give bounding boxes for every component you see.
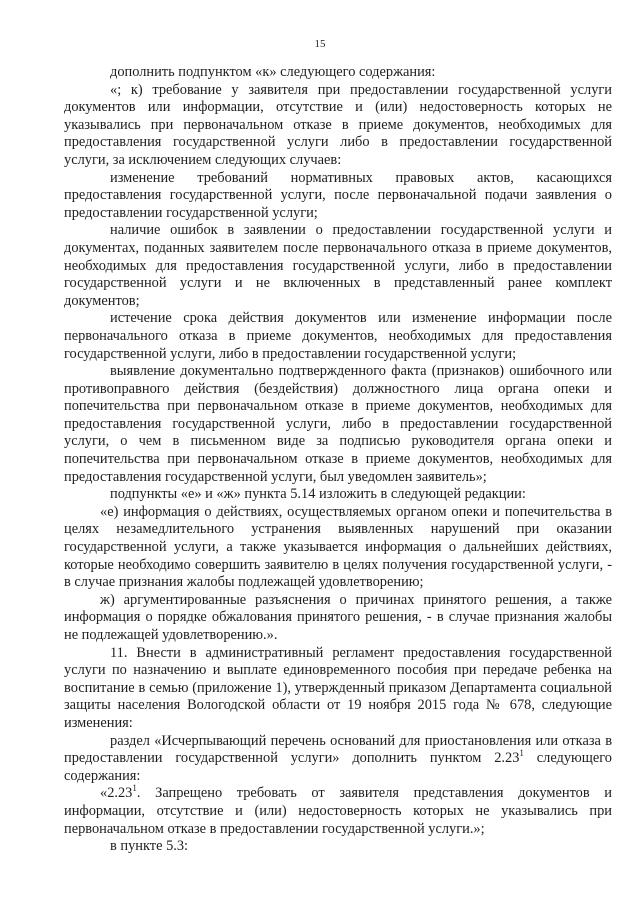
paragraph-section-amendment-tail: следующего содержания: (64, 750, 612, 784)
paragraph-case-wrongful-action: выявление документально подтвержденного факта (признаков) ошибочного или противоправного действия (бездействия) должностного лица органа опеки и попечительства при первоначальном отказе в приеме документов, необходимых для предоставления государственной услуги, либо в предоставлении государственной услуги, о чем в письменном виде за подписью руководителя органа опеки и попечительства при первоначальном отказе в приеме документов, необходимых для предоставления государственной услуги, был уведомлен заявитель»; (64, 363, 612, 485)
document-body (64, 64, 612, 856)
paragraph-item-5-3: в пункте 5.3: (110, 838, 189, 855)
paragraph-case-errors: наличие ошибок в заявлении о предоставлении государственной услуги и документах, поданных заявителем после первоначального отказа в приеме документов, необходимых для предоставления государственной услуги, либо в предоставлении государственной услуги и не включенных в представленный ранее комплект документов; (64, 222, 612, 309)
paragraph-section-amendment (64, 733, 612, 786)
paragraph-case-expiry: истечение срока действия документов или изменение информации после первоначального отказа в приеме документов, необходимых для предоставления государственной услуги, либо в предоставлении государственной услуги; (64, 310, 612, 362)
paragraph-section-amendment-text: раздел «Исчерпывающий перечень оснований для приостановления или отказа в предоставлении государственной услуги» дополнить пунктом 2.23 (64, 732, 612, 767)
paragraph-case-requirements-change: изменение требований нормативных правовых актов, касающихся предоставления государственной услуги, после первоначальной подачи заявления о предоставлении государственной услуги; (64, 169, 612, 221)
paragraph-subitem-k: «; к) требование у заявителя при предоставлении государственной услуги документов или информации, отсутствие и (или) недостоверность которых не указывались при первоначальном отказе в приеме документов, необходимых для предоставления государственной услуги либо в предоставлении государственной услуги, за исключением следующих случаев: (64, 81, 612, 168)
paragraph-subitem-e: «е) информация о действиях, осуществляемых органом опеки и попечительства в целях незамедлительного устранения выявленных нарушений при оказании государственной услуги, а также указывается информация о дальнейших действиях, которые необходимо совершить заявителю в целях получения государственной услуги, - в случае признания жалобы подлежащей удовлетворению; (64, 503, 612, 591)
paragraph-subitem-zh: ж) аргументированные разъяснения о причинах принятого решения, а также информация о порядке обжалования принятого решения, - в случае признания жалобы не подлежащей удовлетворению.». (64, 591, 612, 643)
superscript: 1 (519, 748, 524, 759)
paragraph-item-2-23-1 (64, 785, 612, 838)
paragraph-item-2-23-1-number: «2.23 (100, 785, 133, 802)
page-number: 15 (314, 38, 326, 50)
paragraph-intro: дополнить подпунктом «к» следующего содержания: (110, 64, 436, 80)
paragraph-item-11: 11. Внести в административный регламент предоставления государственной услуги по назначению и выплате единовременного пособия при передаче ребенка на воспитание в семью (приложение 1), утвержденный приказом Департамента социальной защиты населения Вологодской области от 19 ноября 2015 года № 678, следующие изменения: (64, 644, 612, 731)
paragraph-item-2-23-1-text: . Запрещено требовать от заявителя представления документов и информации, отсутствие и (или) недостоверность которых не указывались при первоначальном отказе в предоставлении государственной услуги.»; (64, 785, 612, 837)
superscript: 1 (132, 783, 137, 794)
paragraph-subitems-e-zh: подпункты «е» и «ж» пункта 5.14 изложить в следующей редакции: (110, 486, 526, 503)
